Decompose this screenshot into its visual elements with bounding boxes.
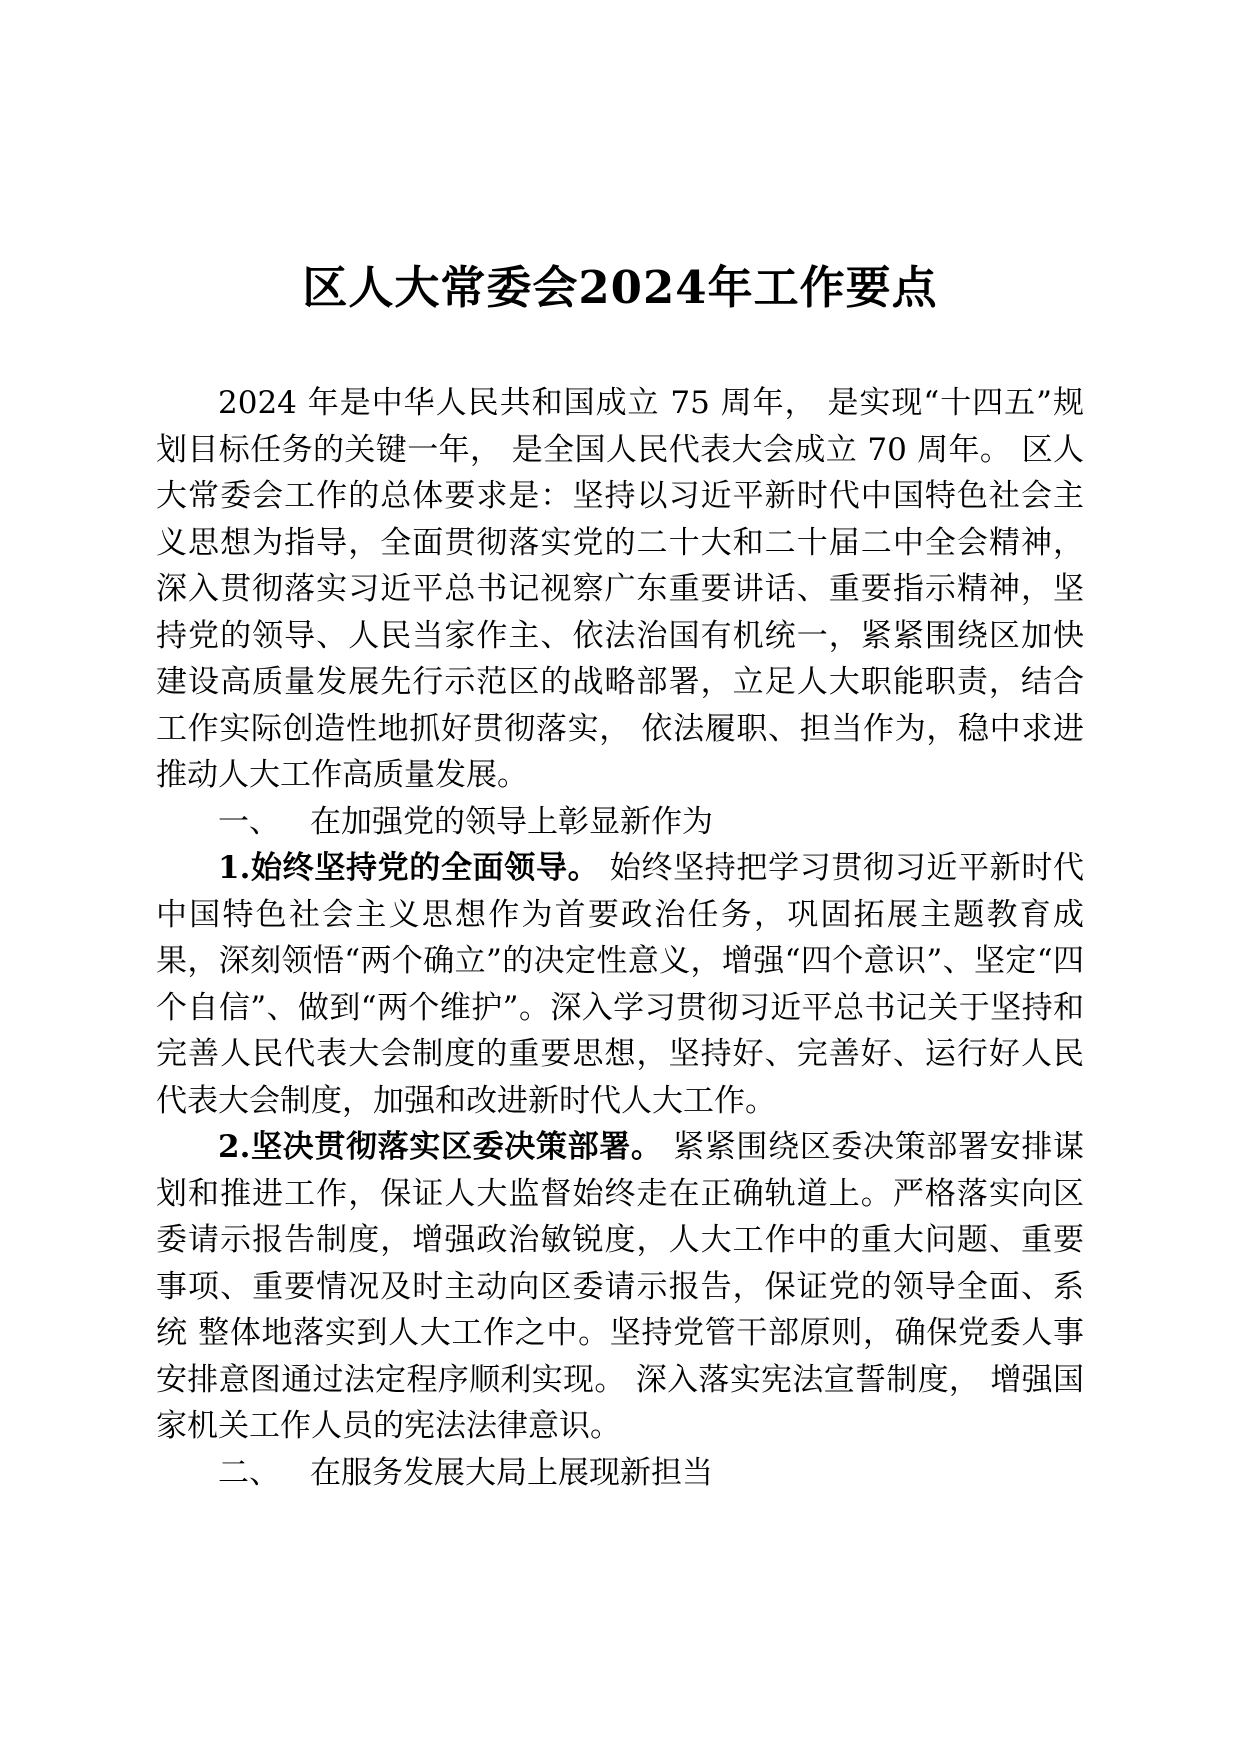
- section-heading-2: [156, 1450, 1084, 1497]
- item-lead: 2.坚决贯彻落实区委决策部署。: [218, 1129, 663, 1165]
- item-lead: 1.始终坚持党的全面领导。: [218, 850, 600, 886]
- section-heading-1: [156, 799, 1084, 846]
- section-title: 在服务发展大局上展现新担当: [310, 1454, 713, 1491]
- section-number: 二、: [218, 1454, 280, 1491]
- section-title: 在加强党的领导上彰显新作为: [310, 803, 713, 840]
- document-body: [156, 380, 1084, 1496]
- section-number: 一、: [218, 803, 280, 840]
- intro-paragraph: 2024 年是中华人民共和国成立 75 周年， 是实现“十四五”规划目标任务的关键一年， 是全国人民代表大会成立 70 周年。 区人大常委会工作的总体要求是：坚持以习近平新时代中国特色社会主义思想为指导，全面贯彻落实党的二十大和二十届二中全会精神，深入贯彻落实习近平总书记视察广东重要讲话、重要指示精神，坚持党的领导、人民当家作主、依法治国有机统一，紧紧围绕区加快建设高质量发展先行示范区的战略部署，立足人大职能职责，结合工作实际创造性地抓好贯彻落实， 依法履职、担当作为，稳中求进推动人大工作高质量发展。: [156, 385, 1084, 793]
- item-text: 紧紧围绕区委决策部署安排谋划和推进工作，保证人大监督始终走在正确轨道上。严格落实向区委请示报告制度，增强政治敏锐度，人大工作中的重大问题、重要事项、重要情况及时主动向区委请示报告，保证党的领导全面、系统 整体地落实到人大工作之中。坚持党管干部原则，确保党委人事安排意图通过法定程序顺利实现。 深入落实宪法宣誓制度， 增强国家机关工作人员的宪法法律意识。: [156, 1129, 1084, 1444]
- item-text: 始终坚持把学习贯彻习近平新时代中国特色社会主义思想作为首要政治任务，巩固拓展主题教育成果，深刻领悟“两个确立”的决定性意义，增强“四个意识”、坚定“四个自信”、做到“两个维护”。深入学习贯彻习近平总书记关于坚持和完善人民代表大会制度的重要思想，坚持好、完善好、运行好人民代表大会制度，加强和改进新时代人大工作。: [156, 850, 1084, 1119]
- paragraph-item-1: [156, 845, 1084, 1124]
- paragraph-item-2: [156, 1124, 1084, 1450]
- document-title: 区人大常委会2024年工作要点: [302, 261, 938, 314]
